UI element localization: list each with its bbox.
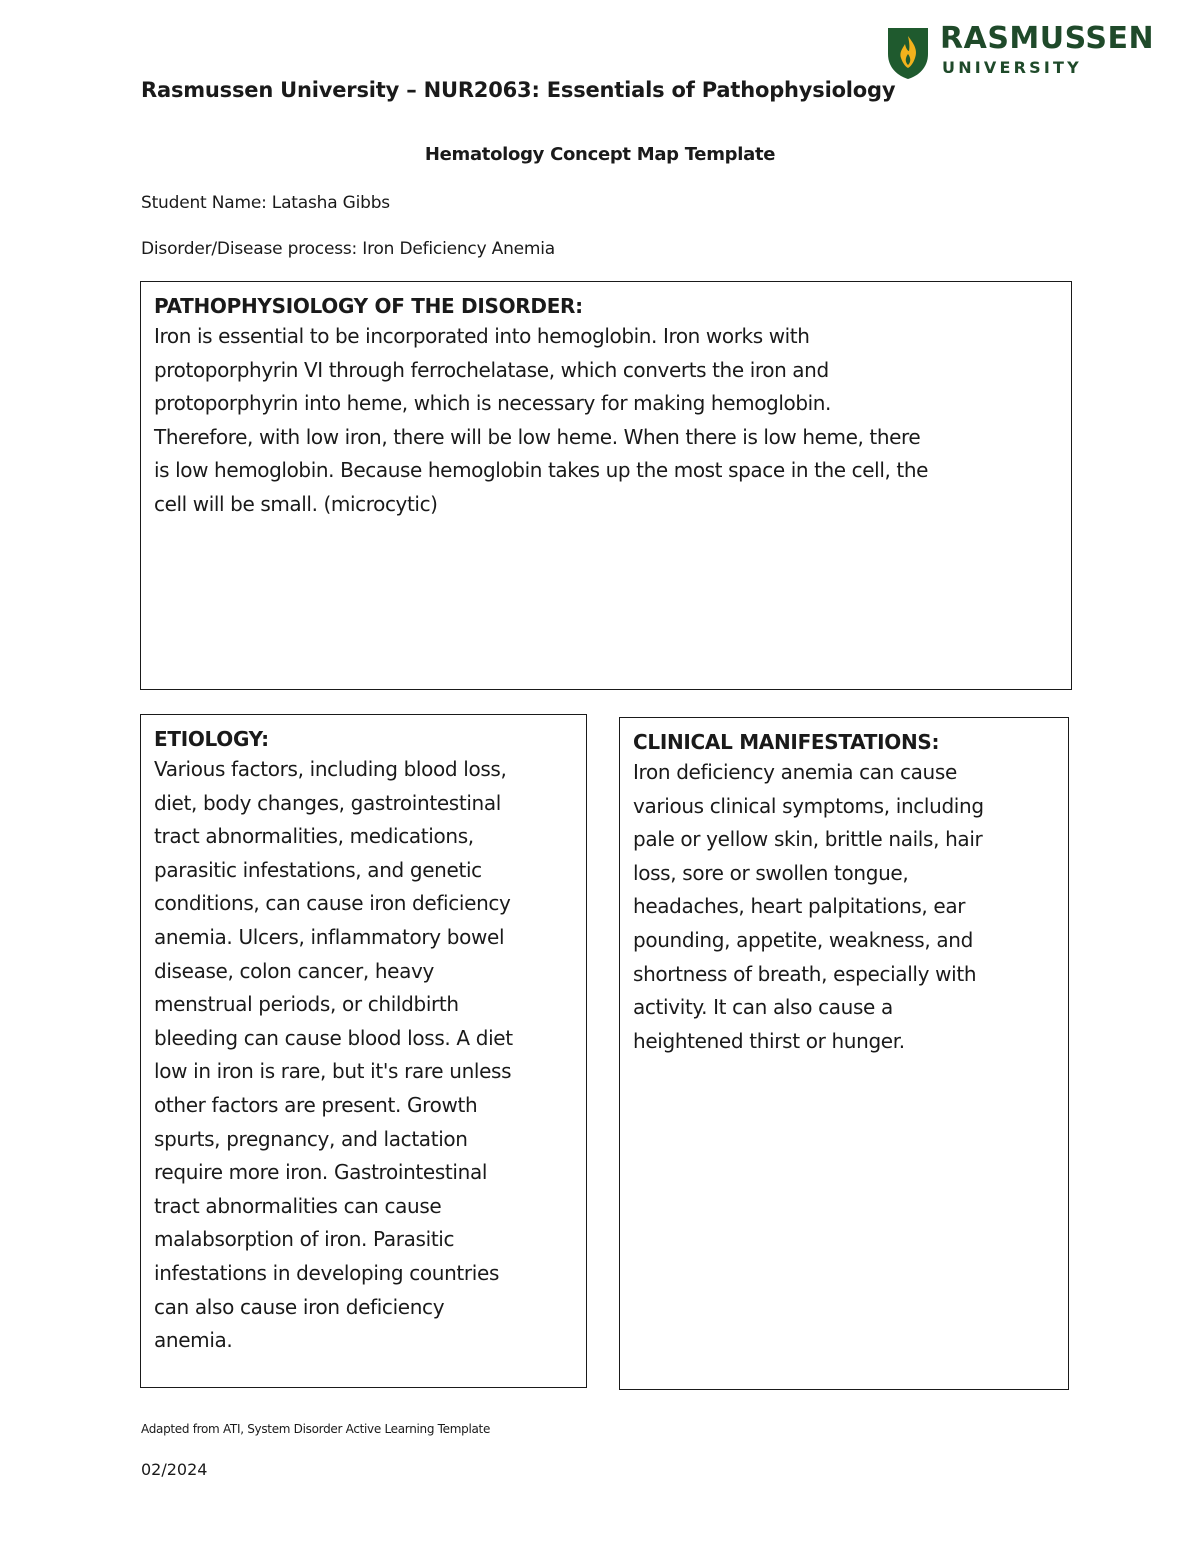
course-title: Rasmussen University – NUR2063: Essentials of Pathophysiology [141, 78, 896, 102]
pathophysiology-heading: PATHOPHYSIOLOGY OF THE DISORDER: [154, 294, 583, 318]
student-name: Student Name: Latasha Gibbs [141, 193, 390, 213]
footer-note: Adapted from ATI, System Disorder Active Learning Template [141, 1422, 491, 1436]
disorder-name: Disorder/Disease process: Iron Deficiency Anemia [141, 239, 555, 259]
rasmussen-logo [884, 22, 1164, 82]
etiology-text: Various factors, including blood loss, diet, body changes, gastrointestinal tract abnormalities, medications, parasitic infestations, and genetic conditions, can cause iron deficiency anemia. Ulcers, inflammatory bowel disease, colon cancer, heavy menstrual periods, or childbirth bleeding can cause blood loss. A diet low in iron is rare, but it's rare unless other factors are present. Growth spurts, pregnancy, and lactation require more iron. Gastrointestinal tract abnormalities can cause malabsorption of iron. Parasitic infestations in developing countries can also cause iron deficiency anemia. [154, 757, 513, 1353]
template-title: Hematology Concept Map Template [424, 144, 776, 165]
pathophysiology-text: Iron is essential to be incorporated into hemoglobin. Iron works with protoporphyrin VI through ferrochelatase, which converts the iron and protoporphyrin into heme, which is necessary for making hemoglobin. Therefore, with low iron, there will be low heme. When there is low heme, there is low hemoglobin. Because hemoglobin takes up the most space in the cell, the cell will be small. (microcytic) [154, 324, 929, 516]
logo-wordmark: RASMUSSEN [940, 21, 1155, 56]
pathophysiology-box [140, 281, 1072, 690]
logo-subline: UNIVERSITY [942, 58, 1082, 77]
etiology-box [140, 714, 587, 1388]
etiology-heading: ETIOLOGY: [154, 727, 269, 751]
footer-date: 02/2024 [141, 1460, 208, 1479]
clinical-manifestations-heading: CLINICAL MANIFESTATIONS: [633, 730, 940, 754]
flame-shield-icon [884, 24, 932, 80]
clinical-manifestations-box [619, 717, 1069, 1390]
clinical-manifestations-text: Iron deficiency anemia can cause various clinical symptoms, including pale or yellow skin, brittle nails, hair loss, sore or swollen tongue, headaches, heart palpitations, ear pounding, appetite, weakness, and shortness of breath, especially with activity. It can also cause a heightened thirst or hunger. [633, 760, 984, 1053]
